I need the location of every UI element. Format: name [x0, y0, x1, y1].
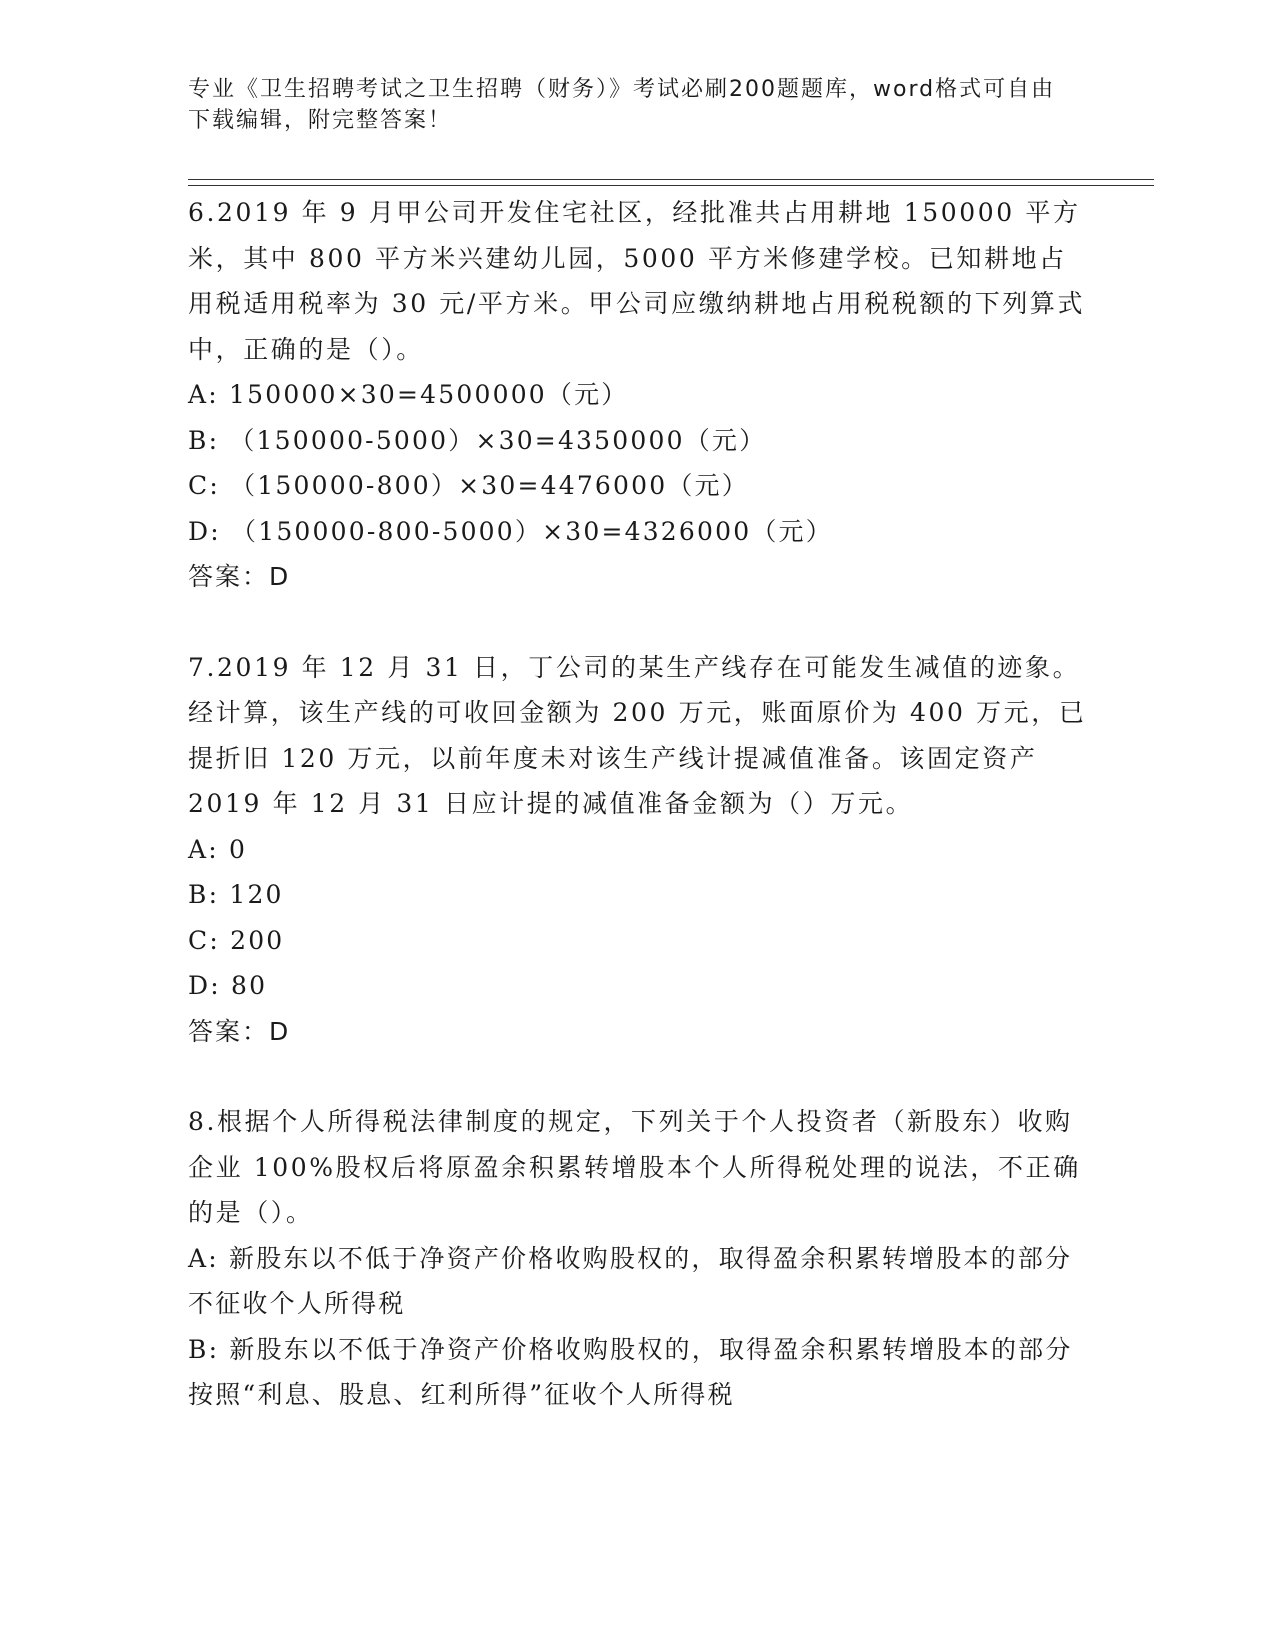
option-c: C: （150000-800）×30=4476000（元） [188, 471, 749, 500]
question-text: 6.2019 年 9 月甲公司开发住宅社区，经批准共占用耕地 150000 平方米，其中 800 平方米兴建幼儿园，5000 平方米修建学校。已知耕地占用税适用税率为 30 元/平方米。甲公司应缴纳耕地占用税税额的下列算式中，正确的是（）。 [188, 198, 1086, 364]
option-a: A: 0 [188, 834, 248, 864]
option-b: B: 120 [188, 880, 284, 909]
option-d: D: 80 [188, 971, 268, 1000]
option-a: A: 150000×30=4500000（元） [188, 380, 629, 409]
answer: 答案：D [188, 562, 291, 591]
option-d: D: （150000-800-5000）×30=4326000（元） [188, 516, 833, 546]
option-c: C: 200 [188, 925, 285, 955]
answer: 答案：D [188, 1016, 291, 1046]
header-divider-top [188, 179, 1154, 180]
option-a: A: 新股东以不低于净资产价格收购股权的，取得盈余积累转增股本的部分不征收个人所得税 [188, 1243, 1073, 1318]
spacer [188, 1054, 1088, 1099]
document-body [188, 190, 1088, 1418]
question-text: 7.2019 年 12 月 31 日，丁公司的某生产线存在可能发生减值的迹象。经计算，该生产线的可收回金额为 200 万元，账面原价为 400 万元，已提折旧 120 万元，以前年度未对该生产线计提减值准备。该固定资产 2019 年 12 月 31 日应计提的减值准备金额为（）万元。 [188, 652, 1087, 818]
header-text: 专业《卫生招聘考试之卫生招聘（财务）》考试必刷200题题库，word格式可自由下载编辑，附完整答案！ [188, 77, 1056, 133]
header-divider-bottom [188, 185, 1154, 186]
question-8 [188, 1099, 1088, 1418]
option-b: B: 新股东以不低于净资产价格收购股权的，取得盈余积累转增股本的部分按照“利息、股息、红利所得”征收个人所得税 [188, 1334, 1073, 1409]
question-6 [188, 190, 1088, 600]
question-7 [188, 645, 1088, 1055]
option-b: B: （150000-5000）×30=4350000（元） [188, 425, 767, 455]
question-text: 8.根据个人所得税法律制度的规定，下列关于个人投资者（新股东）收购企业 100%股权后将原盈余积累转增股本个人所得税处理的说法，不正确的是（）。 [188, 1107, 1081, 1227]
spacer [188, 600, 1088, 645]
document-header [188, 74, 1068, 136]
